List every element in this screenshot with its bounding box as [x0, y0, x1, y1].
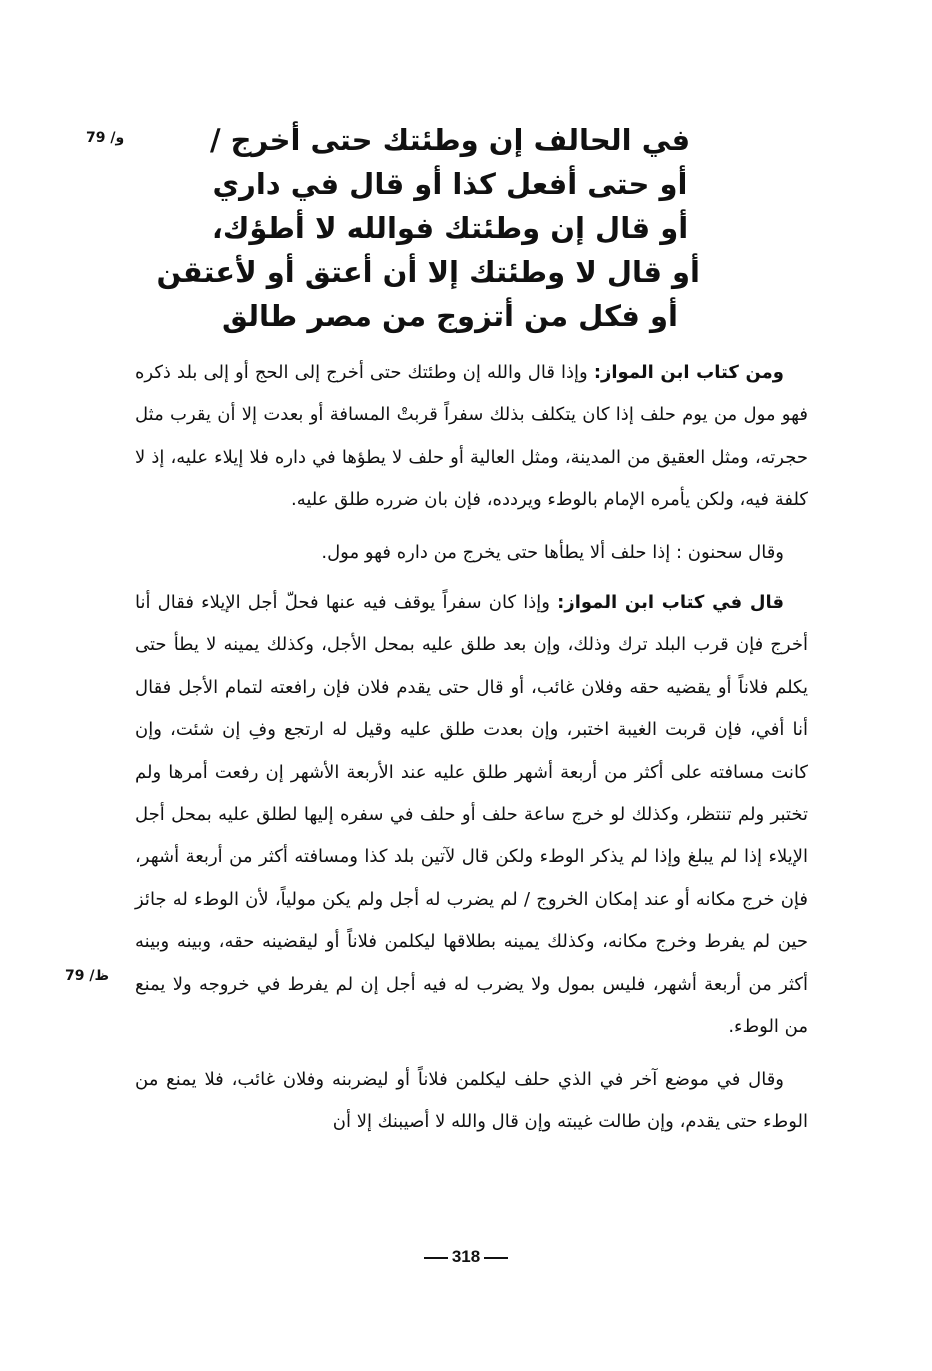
body-text	[135, 352, 808, 1153]
folio-marker-top: 79 /و	[86, 130, 125, 146]
heading-line: أو فكل من أتزوج من مصر طالق	[222, 299, 678, 333]
paragraph-1	[135, 352, 808, 522]
heading-line: أو قال إن وطئتك فوالله لا أطؤك،	[211, 211, 689, 245]
heading-line: أو قال لا وطئتك إلا أن أعتق أو لأعتقن	[156, 255, 700, 289]
paragraph-text: وقال في موضع آخر في الذي حلف ليكلمن فلاناً أو ليضربنه وفلان غائب، فلا يمنع من الوطء حتى يقدم، وإن طالت غيبته وإن قال والله لا أصيبنك إلا أن	[135, 1068, 808, 1132]
dash-right	[484, 1257, 508, 1259]
paragraph-3	[135, 582, 808, 1048]
chapter-heading	[156, 118, 700, 338]
paragraph-text: وإذا كان سفراً يوقف فيه عنها فحلّ أجل الإيلاء فقال أنا أخرج فإن قرب البلد ترك وذلك، وإن بعد طلق عليه بمحل الأجل، وكذلك يمينه لا يطأ حتى يكلم فلاناً أو يقضيه حقه وفلان غائب، أو قال حتى يقدم فلان فإن رافعته لتمام الأجل فقال أنا أفي، فإن قربت الغيبة اختبر، وإن بعدت طلق عليه وقيل له ارتجع وفِ إن شئت، وإن كانت مسافته على أكثر من أربعة أشهر طلق عليه عند الأربعة الأشهر إن رفعت أمرها ولم تختبر ولم تنتظر، وكذلك لو خرج ساعة حلف أو حلف في سفره إليها لطلق عليه بمحل أجل الإيلاء إذا لم يبلغ وإذا لم يذكر الوطء ولكن قال لآتين بلد كذا ومسافته أكثر من أربعة أشهر، فإن خرج مكانه أو عند إمكان الخروج / لم يضرب له أجل ولم يكن مولياً، لأن الوطء له جائز حين لم يفرط وخرج مكانه، وكذلك يمينه بطلاقها ليكلمن فلاناً أو ليقضينه حقه، وبينه وبينه أكثر من أربعة أشهر، فليس بمول ولا يضرب له فيه أجل إن لم يفرط في خروجه ولا يمنع من الوطء.	[135, 592, 808, 1038]
folio-marker-middle: 79 /ظ	[65, 968, 110, 984]
paragraph-lead: قال في كتاب ابن المواز:	[557, 592, 785, 614]
paragraph-2	[135, 532, 808, 574]
heading-line: أو حتى أفعل كذا أو قال في داري	[212, 167, 688, 201]
paragraph-text: وإذا قال والله إن وطئتك حتى أخرج إلى الحج أو إلى بلد ذكره فهو مول من يوم حلف إذا كان يتكلف بذلك سفراً قربتْ المسافة أو بعدت إلا أن يقرب مثل حجرته، ومثل العقيق من المدينة، ومثل العالية أو حلف لا يطؤها في داره فلا إيلاء عليه، إذ لا كلفة فيه، ولكن يأمره الإمام بالوطء ويردده، فإن بان ضرره طلق عليه.	[135, 362, 808, 511]
heading-line: في الحالف إن وطئتك حتى أخرج /	[209, 123, 691, 157]
page-number-value: 318	[451, 1247, 481, 1266]
dash-left	[424, 1257, 448, 1259]
page-number	[0, 1247, 932, 1267]
paragraph-lead: ومن كتاب ابن المواز:	[593, 362, 784, 383]
paragraph-text: وقال سحنون : إذا حلف ألا يطأها حتى يخرج من داره فهو مول.	[321, 541, 784, 563]
paragraph-4	[135, 1059, 808, 1144]
